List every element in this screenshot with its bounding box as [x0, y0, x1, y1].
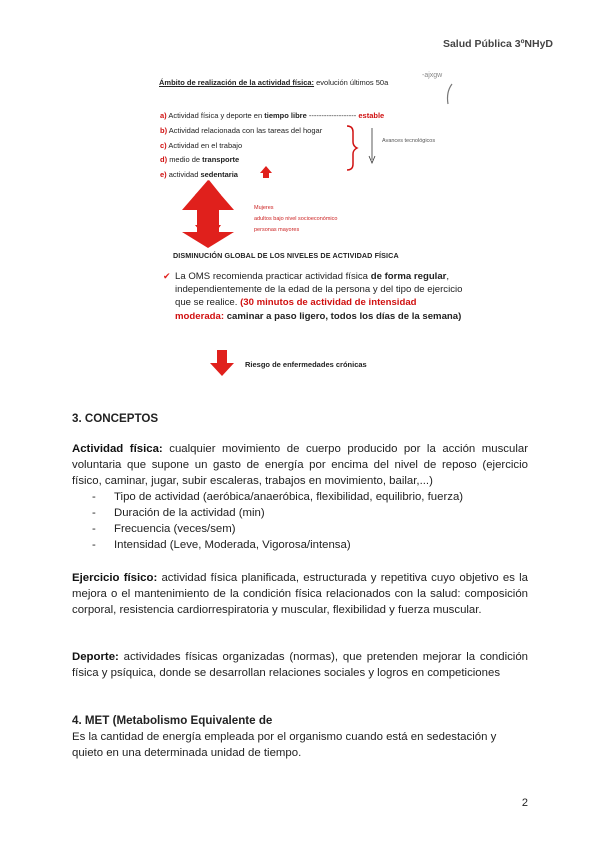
figure-item-a: a) Actividad física y deporte en tiempo libre ------------------- estable — [160, 111, 385, 120]
up-arrow-icon — [260, 166, 272, 178]
factor-2: adultos bajo nivel socioeconómico — [254, 216, 338, 222]
figure-item-b: b) Actividad relacionada con las tareas del hogar — [160, 126, 323, 135]
bracket-mark — [448, 84, 453, 104]
section-4-heading: 4. MET (Metabolismo Equivalente de — [72, 714, 273, 727]
met-definition: Es la cantidad de energía empleada por el organismo cuando está en sedestación y quieto en una determinada unidad de tiempo. — [72, 731, 497, 759]
figure-title-rest: evolución últimos 50a — [314, 78, 389, 87]
list-item: - Frecuencia (veces/sem) — [92, 523, 236, 535]
check-icon: ✔ — [163, 271, 171, 281]
figure-item-e: e) actividad sedentaria — [160, 170, 238, 179]
risk-label: Riesgo de enfermedades crónicas — [245, 360, 367, 369]
list-item: - Intensidad (Leve, Moderada, Vigorosa/intensa) — [92, 539, 351, 551]
oms-recommendation: La OMS recomienda practicar actividad física de forma regular, independientemente de la edad de la persona y del tipo de ejercicio que se realice. (30 minutos de actividad de intensidad moderada: caminar a paso ligero, todos los días de la semana) — [175, 271, 463, 322]
factor-3: personas mayores — [254, 227, 300, 233]
corner-note: -ajxgw — [422, 72, 443, 79]
definition-ejercicio-fisico: Ejercicio físico: actividad física planificada, estructurada y repetitiva cuyo objetivo es la mejora o el mantenimiento de la condición física relacionados con la salud: composición corporal, resistencia cardiorrespiratoria y muscular, flexibilidad y fuerza muscular. — [72, 572, 528, 616]
list-item: - Duración de la actividad (min) — [92, 507, 265, 519]
avances-label: Avances tecnológicos — [382, 138, 436, 144]
page-number: 2 — [521, 797, 528, 809]
decline-heading: DISMINUCIÓN GLOBAL DE LOS NIVELES DE ACTIVIDAD FÍSICA — [173, 251, 399, 260]
down-arrow-icon — [210, 350, 234, 376]
definition-deporte: Deporte: actividades físicas organizadas (normas), que pretenden mejorar la condición física y psíquica, donde se desarrollan relaciones sociales y logros en competiciones — [72, 651, 528, 679]
list-item: - Tipo de actividad (aeróbica/anaeróbica, flexibilidad, equilibrio, fuerza) — [92, 491, 464, 503]
figure-item-c: c) Actividad en el trabajo — [160, 141, 243, 150]
definition-actividad-fisica: Actividad física: cualquier movimiento de cuerpo producido por la acción muscular voluntaria que supone un gasto de energía por encima del nivel de reposo (ejercicio físico, caminar, jugar, subir escaleras, trabajos en movimiento, bailar,...) — [72, 443, 529, 487]
brace-icon — [347, 126, 357, 170]
page-header-title: Salud Pública 3ºNHyD — [442, 38, 553, 50]
figure-title — [159, 78, 388, 87]
figure-title-underlined: Ámbito de realización de la actividad física: — [159, 78, 315, 87]
section-3-heading: 3. CONCEPTOS — [72, 412, 159, 425]
factor-1: Mujeres — [254, 205, 274, 211]
figure-item-d: d) medio de transporte — [160, 155, 240, 164]
